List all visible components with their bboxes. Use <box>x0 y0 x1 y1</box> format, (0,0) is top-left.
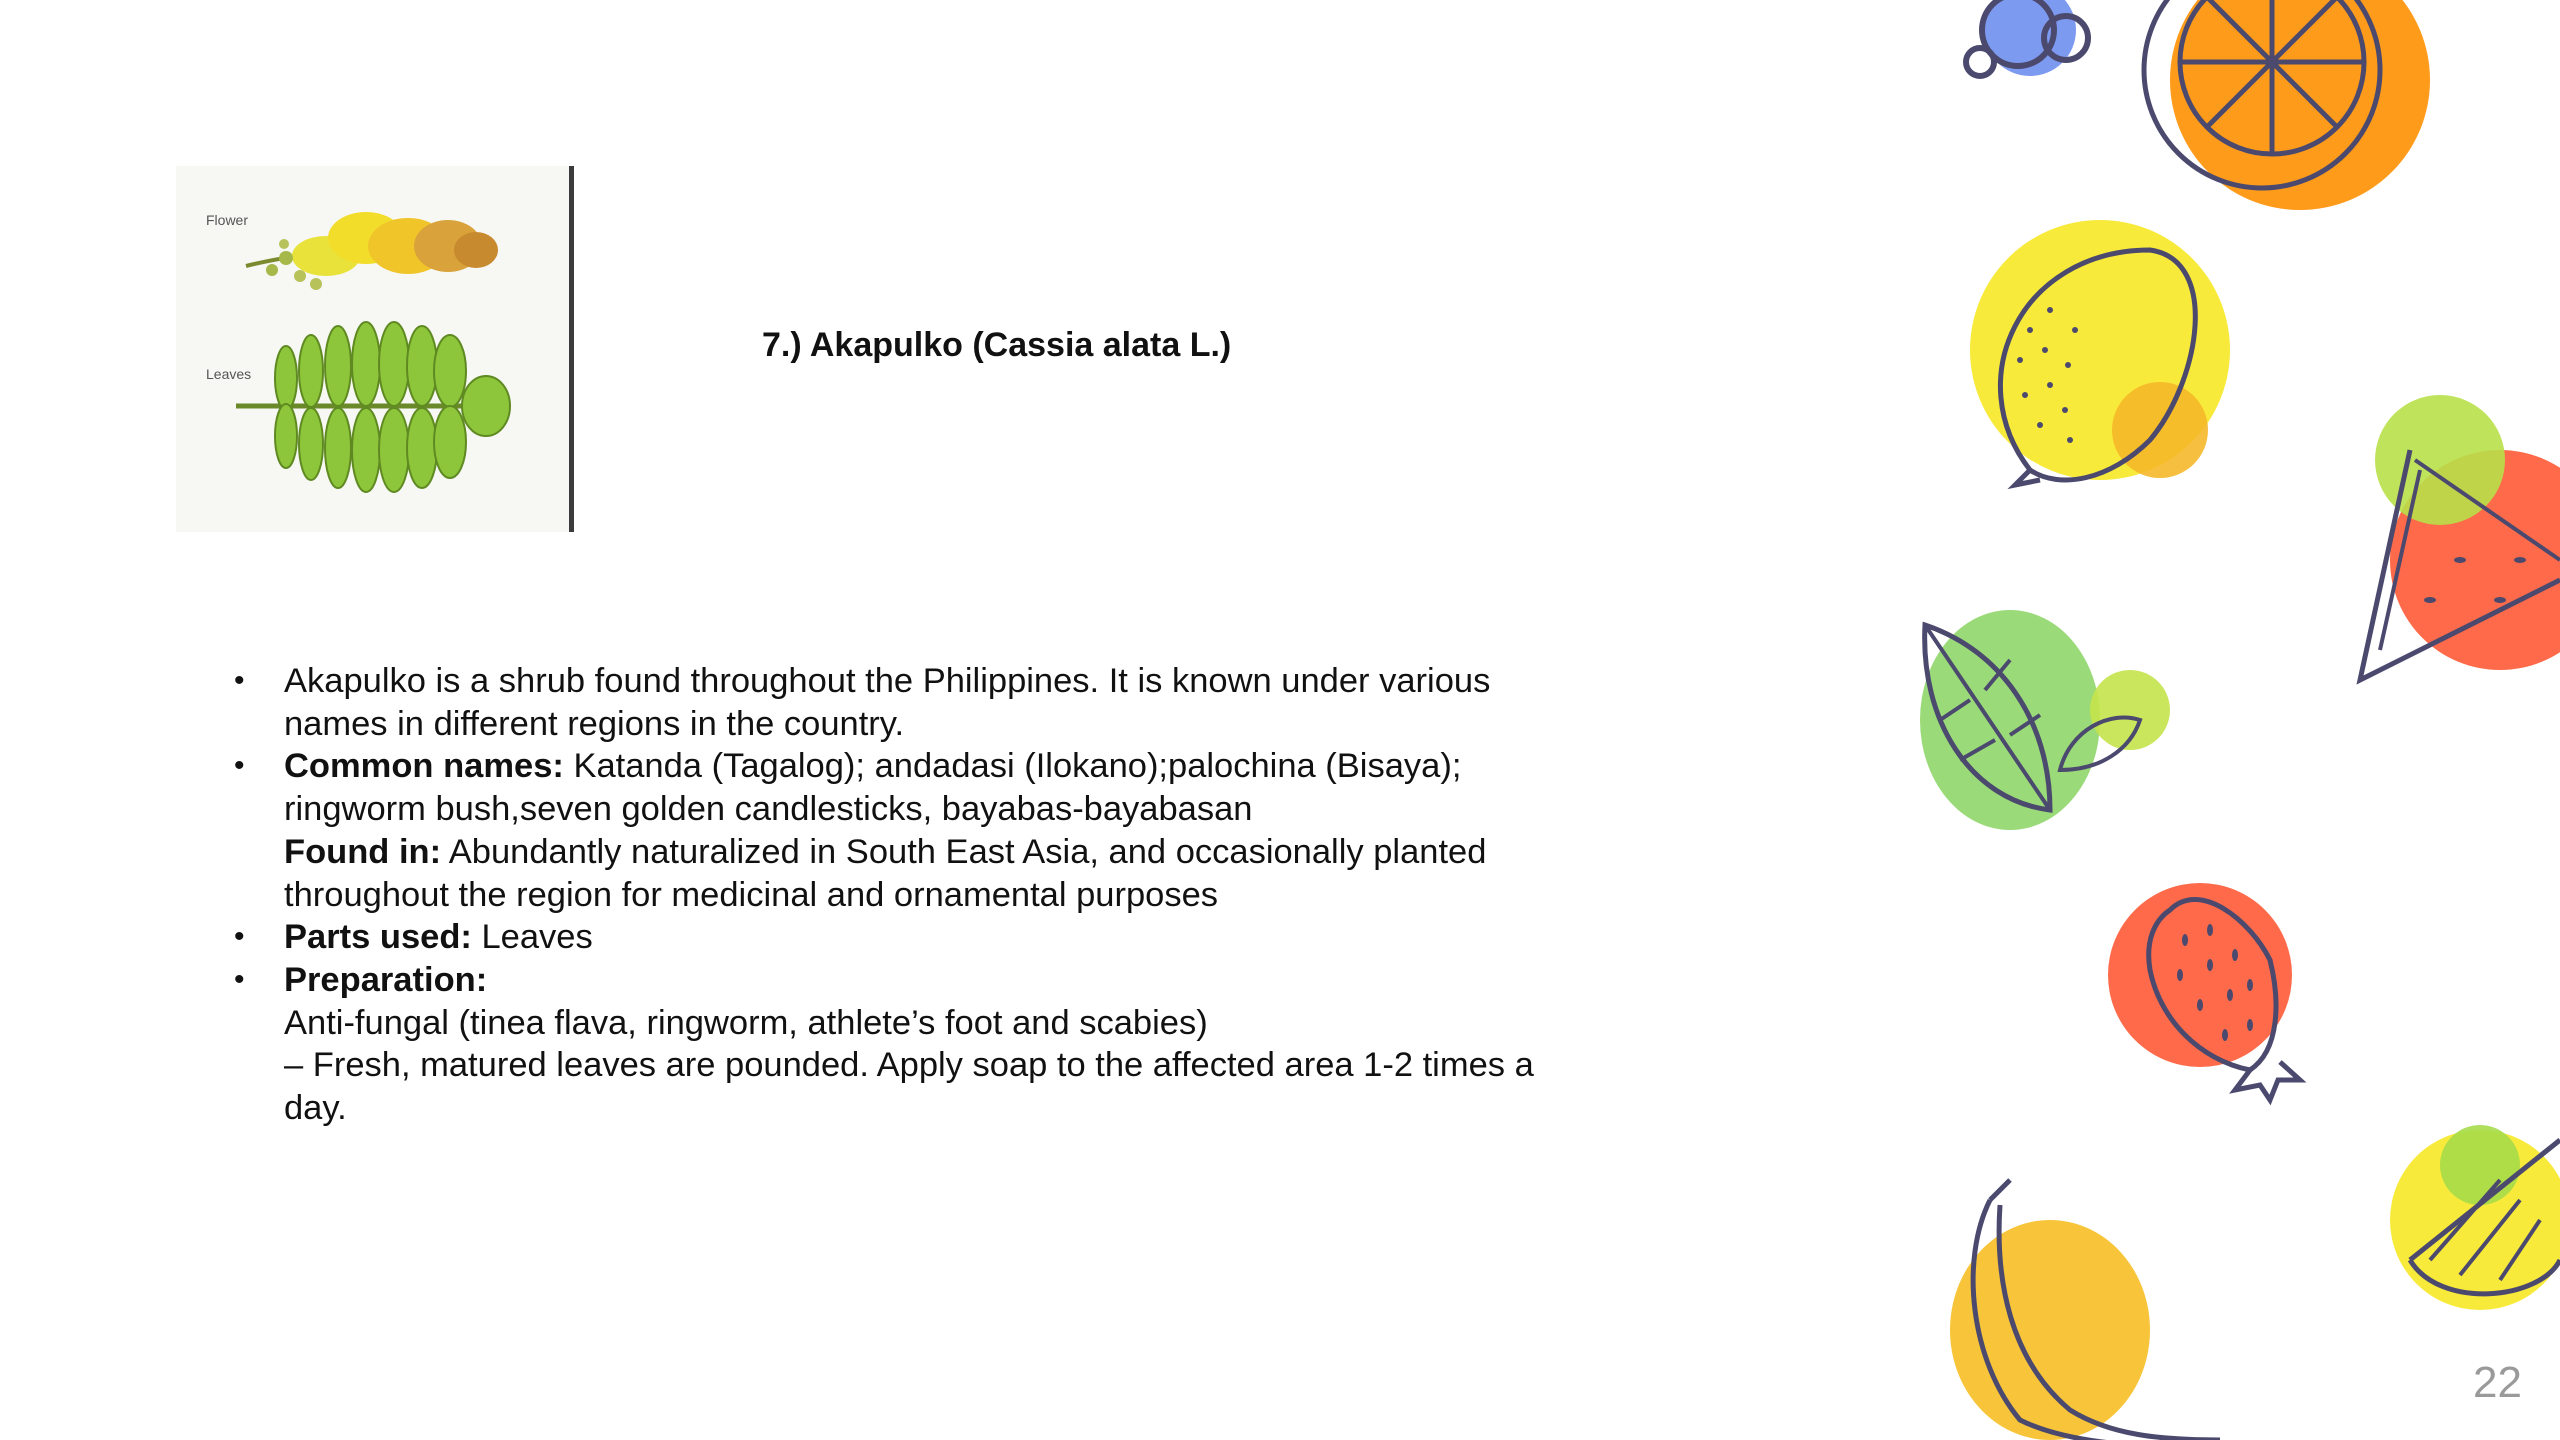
found-in-text: Abundantly naturalized in South East Asia, and occasionally planted throughout the region for medicinal and ornamental purposes <box>284 832 1487 914</box>
bullet-dot: • <box>234 920 245 954</box>
list-item <box>230 916 1590 959</box>
lemon-icon <box>1970 220 2230 485</box>
found-in-label: Found in: <box>284 832 442 871</box>
common-names-text: Katanda (Tagalog); andadasi (Ilokano);palochina (Bisaya); ringworm bush,seven golden candlesticks, bayabas-bayabasan <box>284 747 1462 829</box>
parts-used-text: Leaves <box>471 918 593 957</box>
bullet-dot: • <box>234 664 245 697</box>
flower-label: Flower <box>206 212 249 228</box>
bullet-dot: • <box>234 962 245 996</box>
bullet-text: Akapulko is a shrub found throughout the Philippines. It is known under various names in different regions in the country. <box>284 662 1491 743</box>
strawberry-icon <box>2108 883 2300 1100</box>
preparation-line-1: Anti-fungal (tinea flava, ringworm, athlete’s foot and scabies) <box>284 1003 1208 1042</box>
parts-used-label: Parts used: <box>284 918 472 957</box>
bullet-list <box>230 660 1590 1130</box>
list-item <box>230 660 1590 745</box>
leaf-icon <box>1920 610 2170 830</box>
leaves-label: Leaves <box>206 366 252 382</box>
blueberry-icon <box>1966 0 2088 76</box>
slide-title: 7.) Akapulko (Cassia alata L.) <box>762 326 1232 364</box>
page-number: 22 <box>2473 1358 2522 1407</box>
lime-slice-icon <box>2390 1125 2560 1310</box>
watermelon-icon <box>2360 395 2560 680</box>
bullet-dot: • <box>234 749 245 783</box>
list-item <box>230 959 1590 1130</box>
common-names-label: Common names: <box>284 747 564 786</box>
list-item <box>230 745 1590 916</box>
preparation-line-2: – Fresh, matured leaves are pounded. Apply soap to the affected area 1-2 times a day. <box>284 1046 1534 1128</box>
flower-cluster <box>246 212 498 290</box>
fruit-decoration <box>1900 0 2560 1440</box>
orange-slice-icon <box>2144 0 2430 210</box>
banana-icon <box>1950 1180 2220 1440</box>
leaf-cluster <box>236 322 510 492</box>
figure-divider <box>569 166 574 532</box>
preparation-label: Preparation: <box>284 960 488 999</box>
akapulko-plant-image <box>176 166 574 532</box>
